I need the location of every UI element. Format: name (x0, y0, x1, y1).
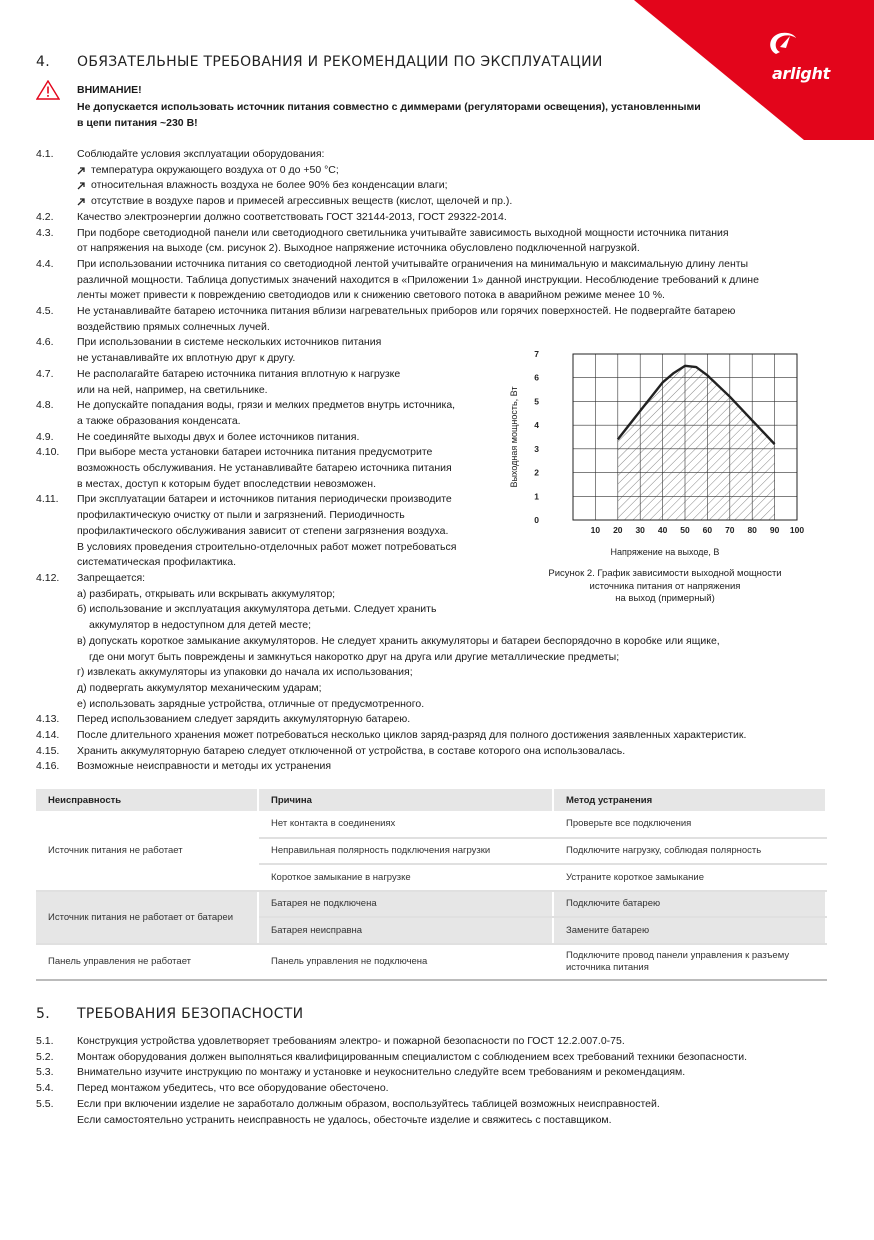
item-line: При подборе светодиодной панели или светодиодного светильника учитывайте зависимость выходной мощности источника питания (77, 226, 729, 239)
item-line: В условиях проведения строительно-отделочных работ может потребоваться (77, 540, 457, 553)
fault-cell: Источник питания не работает от батареи (36, 891, 258, 944)
fix-cell (553, 944, 826, 980)
arrow-bullet-icon (77, 166, 86, 175)
section-4-number: 4. (36, 54, 50, 70)
list-item (36, 1097, 836, 1128)
item-line: Монтаж оборудования должен выполняться квалифицированным специалистом с соблюдением всех требований техники безопасности. (77, 1050, 747, 1063)
caption-line: Рисунок 2. График зависимости выходной мощности (548, 568, 782, 579)
item-line: Запрещается: (77, 571, 146, 584)
item-number: 4.12. (36, 571, 60, 584)
section-4-heading (36, 54, 603, 70)
power-voltage-chart (505, 342, 825, 607)
list-item (36, 210, 836, 226)
item-line: а также образования конденсата. (77, 414, 241, 427)
x-tick-label: 60 (702, 525, 713, 535)
item-number: 4.5. (36, 305, 54, 318)
y-tick-label: 5 (534, 396, 539, 407)
item-number: 4.10. (36, 446, 60, 459)
fix-cell: Замените батарею (553, 917, 826, 944)
item-number: 5.2. (36, 1050, 54, 1063)
table-row (36, 891, 826, 918)
fix-line: источника питания (566, 961, 649, 973)
chart-svg (505, 342, 825, 567)
x-tick-label: 100 (789, 525, 805, 535)
header-cause: Причина (258, 789, 553, 811)
item-line: различной мощности. Таблица допустимых значений находится в «Приложении 1» данной инструкции. Несоблюдение требований к длине (77, 273, 759, 286)
item-line: Не допускайте попадания воды, грязи и мелких предметов внутрь источника, (77, 399, 456, 412)
item-line: Не соединяйте выходы двух и более источников питания. (77, 430, 360, 443)
item-number: 4.11. (36, 493, 59, 506)
list-item (36, 697, 836, 713)
x-tick-label: 10 (590, 525, 601, 535)
list-item (36, 1034, 836, 1050)
warning-line: в цепи питания ~230 В! (77, 116, 198, 129)
item-line: где они могут быть повреждены и замкнуться накоротко друг на друга или другие металлические предметы; (89, 650, 620, 663)
item-line: Возможные неисправности и методы их устранения (77, 760, 332, 773)
section-5-heading (36, 1006, 303, 1022)
fix-cell: Проверьте все подключения (553, 811, 826, 838)
section-4-title: ОБЯЗАТЕЛЬНЫЕ ТРЕБОВАНИЯ И РЕКОМЕНДАЦИИ ПО ЭКСПЛУАТАЦИИ (77, 54, 603, 70)
item-line: профилактическую очистку от пыли и загрязнений. Периодичность (77, 509, 405, 522)
item-line: систематическая профилактика. (77, 556, 237, 569)
item-number: 4.13. (36, 713, 60, 726)
section-5-items (36, 1034, 836, 1128)
item-line: Хранить аккумуляторную батарею следует отключенной от устройства, в составе которого она использовалась. (77, 744, 626, 757)
x-tick-label: 20 (613, 525, 623, 535)
table-row (36, 944, 826, 980)
fix-cell: Подключите нагрузку, соблюдая полярность (553, 838, 826, 865)
list-item (36, 147, 836, 163)
item-line: Конструкция устройства удовлетворяет требованиям электро- и пожарной безопасности по ГОСТ 12.2.007.0-75. (77, 1035, 625, 1047)
list-item (36, 226, 836, 257)
item-line: от напряжения на выходе (см. рисунок 2). Выходное напряжение источника обусловлено подключенной нагрузкой. (77, 242, 640, 255)
item-line: б) использование и эксплуатация аккумулятора детьми. Следует хранить (77, 603, 437, 616)
item-line: Соблюдайте условия эксплуатации оборудования: (77, 148, 325, 160)
y-tick-label: 1 (534, 491, 539, 502)
y-tick-label: 2 (534, 467, 539, 478)
list-item (36, 681, 836, 697)
hatched-area (618, 366, 775, 520)
cause-cell: Неправильная полярность подключения нагрузки (258, 838, 553, 865)
fault-cell: Источник питания не работает (36, 811, 258, 891)
item-line: профилактического обслуживания зависит от степени загрязнения воздуха. (77, 524, 449, 537)
list-item (36, 1081, 836, 1097)
item-line: отсутствие в воздухе паров и примесей агрессивных веществ (кислот, щелочей и пр.). (91, 195, 513, 208)
list-item (36, 712, 836, 728)
list-item (36, 194, 836, 210)
list-item (36, 163, 836, 179)
arrow-bullet-icon (77, 181, 86, 190)
list-item (36, 1050, 836, 1066)
list-item (36, 618, 836, 634)
item-number: 4.9. (36, 430, 54, 443)
item-line: При использовании в системе нескольких источников питания (77, 336, 382, 349)
list-item (36, 257, 836, 304)
item-line: а) разбирать, открывать или вскрывать аккумулятор; (77, 587, 336, 600)
item-line: Не устанавливайте батарею источника питания вблизи нагревательных приборов или горячих поверхностей. Не подвергайте батарею (77, 305, 736, 318)
item-line: Если при включении изделие не заработало должным образом, воспользуйтесь таблицей возможных неисправностей. (77, 1097, 660, 1110)
table-header-row (36, 789, 826, 811)
warning-text (77, 100, 737, 131)
item-line: Качество электроэнергии должно соответствовать ГОСТ 32144-2013, ГОСТ 29322-2014. (77, 210, 507, 223)
list-item (36, 1065, 836, 1081)
item-line: При эксплуатации батареи и источников питания периодически производите (77, 493, 452, 506)
table-row (36, 811, 826, 838)
item-line: в) допускать короткое замыкание аккумуляторов. Не следует хранить аккумуляторы и батареи беспорядочно в коробке или ящике, (77, 634, 720, 647)
item-number: 4.16. (36, 760, 60, 773)
list-item (36, 178, 836, 194)
list-item (36, 304, 836, 335)
section-5-title: ТРЕБОВАНИЯ БЕЗОПАСНОСТИ (77, 1006, 304, 1022)
item-line: Если самостоятельно устранить неисправность не удалось, обесточьте изделие и свяжитесь с поставщиком. (77, 1113, 612, 1126)
chart-caption (505, 568, 825, 606)
x-tick-label: 80 (747, 525, 757, 535)
item-line: Не располагайте батарею источника питания вплотную к нагрузке (77, 367, 401, 380)
item-line: г) извлекать аккумуляторы из упаковки до начала их использования; (77, 666, 413, 679)
brand-logo: arlight (771, 64, 830, 83)
cause-cell: Батарея не подключена (258, 891, 553, 918)
item-number: 4.8. (36, 399, 54, 412)
list-item (36, 665, 836, 681)
item-number: 4.2. (36, 210, 54, 223)
x-axis-label: Напряжение на выходе, В (610, 547, 720, 557)
y-tick-label: 0 (534, 515, 539, 525)
caption-line: на выход (примерный) (615, 593, 715, 604)
fix-cell: Подключите батарею (553, 891, 826, 918)
cause-cell: Панель управления не подключена (258, 944, 553, 980)
x-tick-label: 40 (657, 525, 668, 535)
item-line: После длительного хранения может потребоваться несколько циклов заряд-разряд для полного достижения заявленных характеристик. (77, 729, 747, 742)
y-tick-label: 6 (534, 372, 539, 383)
item-number: 5.1. (36, 1035, 54, 1047)
item-number: 5.5. (36, 1097, 54, 1110)
cause-cell: Короткое замыкание в нагрузке (258, 864, 553, 891)
item-line: ленты может привести к повреждению светодиодов или к снижению светового потока в аварийном режиме менее 10 %. (77, 289, 665, 302)
faults-table (36, 789, 827, 981)
list-item (36, 634, 836, 650)
warning-title: ВНИМАНИЕ! (77, 84, 142, 96)
item-number: 4.6. (36, 336, 54, 349)
section-5-number: 5. (36, 1006, 50, 1022)
arrow-bullet-icon (77, 197, 86, 206)
warning-triangle-icon (36, 80, 60, 100)
item-line: д) подвергать аккумулятор механическим ударам; (77, 681, 322, 694)
x-tick-label: 90 (769, 525, 780, 535)
cause-cell: Батарея неисправна (258, 917, 553, 944)
item-line: температура окружающего воздуха от 0 до +50 °С; (91, 163, 339, 176)
item-line: е) использовать зарядные устройства, отличные от предусмотренного. (77, 697, 425, 710)
item-line: не устанавливайте их вплотную друг к другу. (77, 352, 296, 365)
x-tick-label: 30 (635, 525, 645, 535)
x-tick-label: 50 (680, 525, 690, 535)
item-line: Перед монтажом убедитесь, что все оборудование обесточено. (77, 1082, 389, 1095)
item-line: При использовании источника питания со светодиодной лентой учитывайте ограничения на минимальную и максимальную длину ленты (77, 257, 749, 270)
y-tick-label: 7 (534, 349, 539, 359)
item-line: Перед использованием следует зарядить аккумуляторную батарею. (77, 713, 411, 726)
header-fix: Метод устранения (553, 789, 826, 811)
y-tick-label: 4 (534, 420, 539, 431)
item-number: 4.7. (36, 367, 54, 380)
fix-cell: Устраните короткое замыкание (553, 864, 826, 891)
item-line: или на ней, например, на светильнике. (77, 383, 268, 396)
item-line: аккумулятор в недоступном для детей месте; (89, 619, 312, 632)
item-number: 4.14. (36, 729, 60, 742)
item-number: 4.15. (36, 744, 60, 757)
header-fault: Неисправность (36, 789, 258, 811)
item-number: 5.4. (36, 1082, 54, 1095)
caption-line: источника питания от напряжения (589, 580, 741, 592)
list-item (36, 759, 836, 775)
y-tick-label: 3 (534, 443, 539, 454)
item-number: 5.3. (36, 1066, 54, 1079)
item-number: 4.4. (36, 257, 54, 270)
item-line: воздействию прямых солнечных лучей. (77, 320, 270, 333)
warning-line: Не допускается использовать источник питания совместно с диммерами (регуляторами освещения), установленными (77, 101, 701, 113)
fix-line: Подключите провод панели управления к разъему (566, 949, 790, 961)
y-axis-label: Выходная мощность, Вт (509, 386, 519, 488)
item-line: При выборе места установки батареи источника питания предусмотрите (77, 446, 433, 459)
item-number: 4.1. (36, 148, 54, 160)
list-item (36, 728, 836, 744)
item-line: Внимательно изучите инструкцию по монтажу и установке и неукоснительно следуйте всем требованиям и рекомендациям. (77, 1066, 686, 1079)
list-item (36, 744, 836, 760)
item-line: в местах, доступ к которым будет впоследствии невозможен. (77, 477, 376, 490)
list-item (36, 650, 836, 666)
item-number: 4.3. (36, 226, 54, 239)
fault-cell: Панель управления не работает (36, 944, 258, 980)
arlight-swoosh-icon (766, 30, 800, 58)
item-line: относительная влажность воздуха не более 90% без конденсации влаги; (91, 179, 448, 192)
x-tick-label: 70 (725, 525, 735, 535)
cause-cell: Нет контакта в соединениях (258, 811, 553, 838)
item-line: возможность обслуживания. Не устанавливайте батарею источника питания (77, 462, 452, 475)
